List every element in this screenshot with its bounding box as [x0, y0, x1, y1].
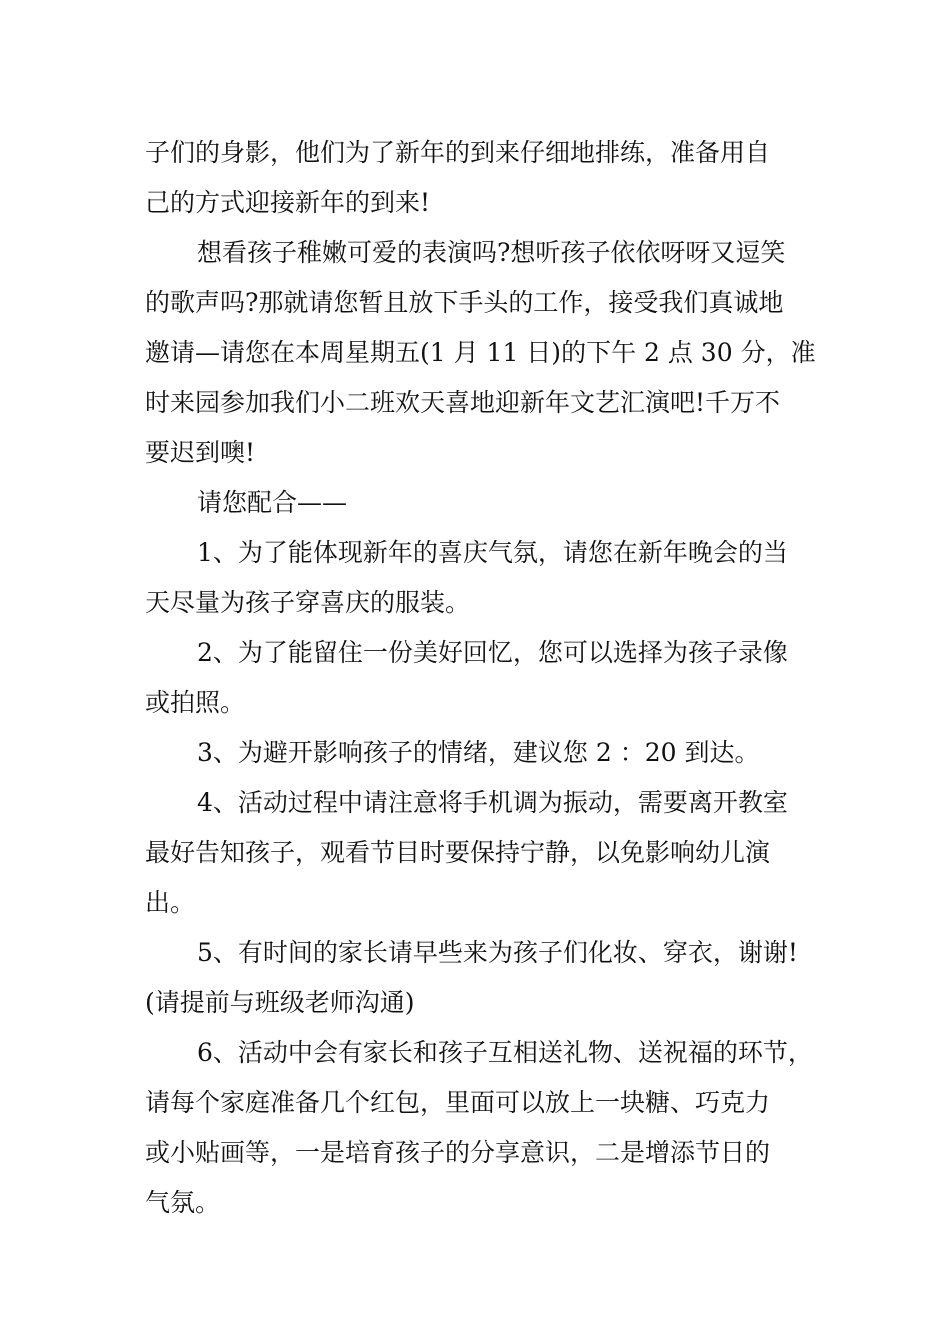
- text-line: 要迟到噢!: [145, 438, 256, 467]
- text-line: 3、为避开影响孩子的情绪，建议您 2 ：20 到达。: [197, 738, 760, 767]
- text-line: 1、为了能体现新年的喜庆气氛，请您在新年晚会的当: [197, 538, 788, 567]
- text-line: 的歌声吗?那就请您暂且放下手头的工作，接受我们真诚地: [145, 288, 784, 317]
- list-item-6: [145, 1028, 835, 1228]
- text-line: 气氛。: [145, 1188, 221, 1217]
- text-line: 邀请—请您在本周星期五(1 月 11 日)的下午 2 点 30 分，准: [145, 338, 816, 367]
- text-line: 最好告知孩子，观看节目时要保持宁静，以免影响幼儿演: [145, 838, 771, 867]
- paragraph-invitation: [145, 228, 835, 478]
- text-line: 2、为了能留住一份美好回忆，您可以选择为孩子录像: [197, 638, 788, 667]
- text-line: 出。: [145, 888, 196, 917]
- list-item-1: [145, 528, 835, 628]
- text-line: 己的方式迎接新年的到来!: [145, 188, 431, 217]
- text-line: 请每个家庭准备几个红包，里面可以放上一块糖、巧克力: [145, 1088, 771, 1117]
- text-line: 5、有时间的家长请早些来为孩子们化妆、穿衣，谢谢!: [197, 938, 798, 967]
- document-body: [145, 128, 835, 1228]
- text-line: 天尽量为孩子穿喜庆的服装。: [145, 588, 471, 617]
- list-item-3: [145, 728, 835, 778]
- text-line: 6、活动中会有家长和孩子互相送礼物、送祝福的环节，: [197, 1038, 813, 1067]
- list-item-2: [145, 628, 835, 728]
- text-line: 4、活动过程中请注意将手机调为振动，需要离开教室: [197, 788, 788, 817]
- list-item-4: [145, 778, 835, 928]
- list-item-5: [145, 928, 835, 1028]
- text-line: 或小贴画等，一是培育孩子的分享意识，二是增添节日的: [145, 1138, 771, 1167]
- text-line: (请提前与班级老师沟通): [145, 988, 415, 1017]
- text-line: 或拍照。: [145, 688, 246, 717]
- text-line: 想看孩子稚嫩可爱的表演吗?想听孩子依依呀呀又逗笑: [197, 238, 786, 267]
- paragraph-cooperation-heading: [145, 478, 835, 528]
- text-line: 时来园参加我们小二班欢天喜地迎新年文艺汇演吧!千万不: [145, 388, 781, 417]
- paragraph-continuation: [145, 128, 835, 228]
- text-line: 请您配合——: [197, 488, 348, 517]
- text-line: 子们的身影，他们为了新年的到来仔细地排练，准备用自: [145, 138, 771, 167]
